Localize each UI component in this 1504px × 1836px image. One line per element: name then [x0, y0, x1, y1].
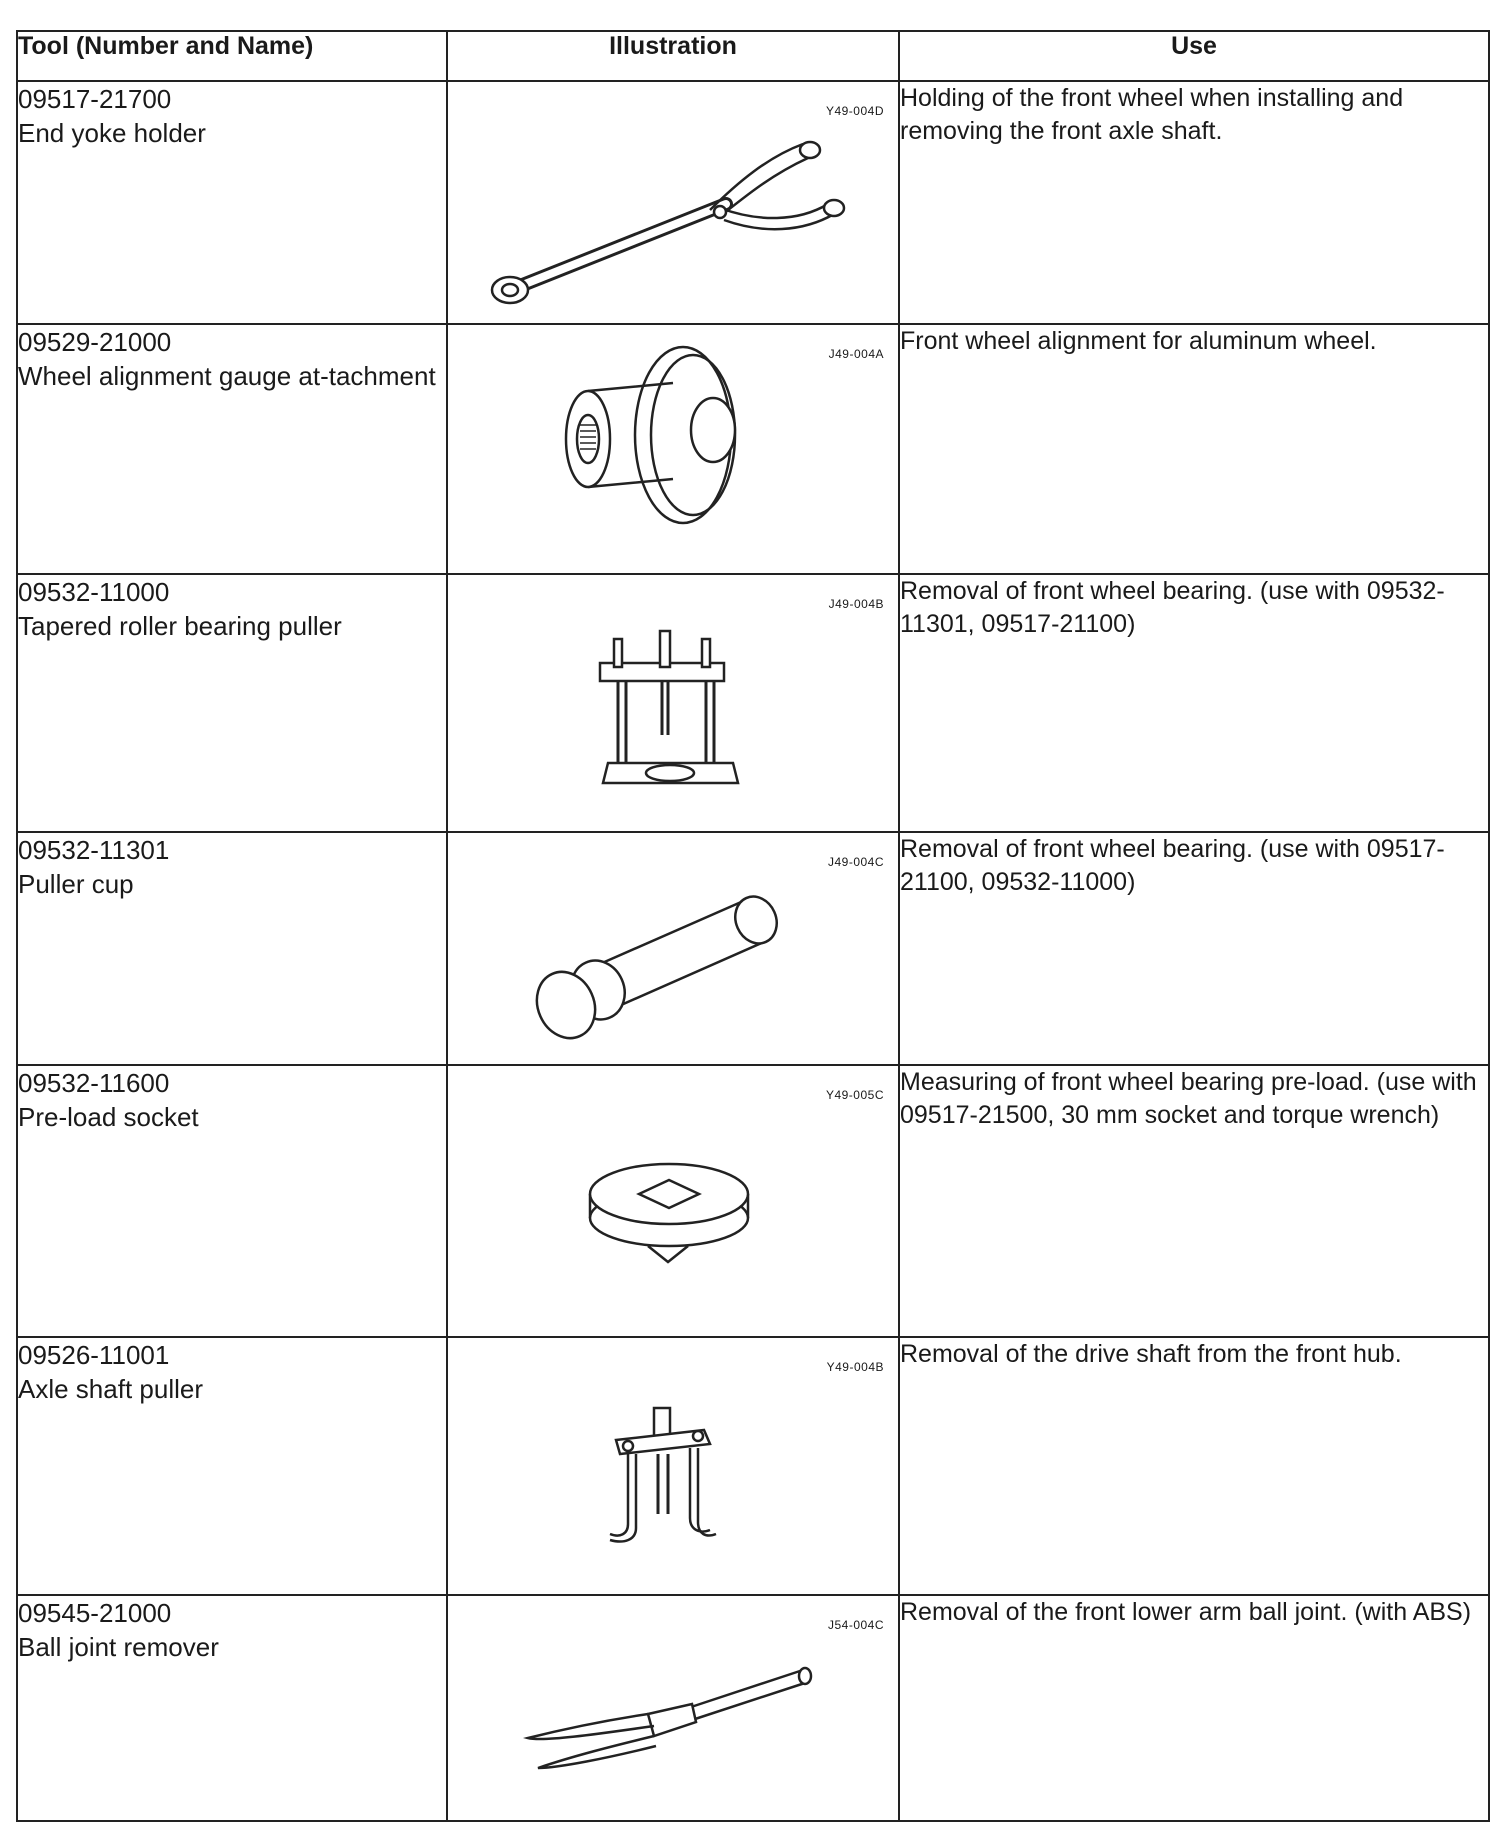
tool-cell	[17, 1595, 447, 1821]
special-tools-table	[16, 30, 1490, 1822]
tool-number: 09517-21700	[18, 84, 172, 114]
table-row	[17, 1595, 1489, 1821]
bearing-puller-icon	[448, 575, 900, 833]
tool-number: 09532-11301	[18, 835, 170, 865]
tool-number: 09526-11001	[18, 1340, 170, 1370]
tool-cell	[17, 81, 447, 324]
use-cell: Removal of front wheel bearing. (use with 09517-21100, 09532-11000)	[899, 832, 1489, 1065]
table-header-row	[17, 31, 1489, 81]
illustration-cell	[447, 832, 899, 1065]
use-cell: Removal of the drive shaft from the front hub.	[899, 1337, 1489, 1595]
figure-code: J49-004C	[827, 855, 884, 869]
alignment-gauge-attachment-icon	[448, 325, 900, 575]
illustration-cell	[447, 574, 899, 832]
ball-joint-remover-icon	[448, 1596, 900, 1822]
end-yoke-holder-icon	[448, 82, 900, 325]
tool-number: 09545-21000	[18, 1598, 172, 1628]
figure-code: Y49-005C	[825, 1088, 884, 1102]
figure-code: J54-004C	[827, 1618, 884, 1632]
figure-code: J49-004A	[828, 347, 884, 361]
use-cell: Holding of the front wheel when installing and removing the front axle shaft.	[899, 81, 1489, 324]
header-illustration: Illustration	[447, 31, 899, 81]
use-cell: Removal of front wheel bearing. (use with 09532-11301, 09517-21100)	[899, 574, 1489, 832]
figure-code: Y49-004B	[826, 1360, 884, 1374]
table-row	[17, 1065, 1489, 1337]
use-cell: Front wheel alignment for aluminum wheel.	[899, 324, 1489, 574]
special-tools-sheet	[16, 30, 1488, 1820]
table-row	[17, 81, 1489, 324]
figure-code: J49-004B	[828, 597, 884, 611]
puller-cup-icon	[448, 833, 900, 1066]
tool-name: Tapered roller bearing puller	[18, 611, 342, 641]
figure-code: Y49-004D	[825, 104, 884, 118]
table-row	[17, 1337, 1489, 1595]
illustration-cell	[447, 81, 899, 324]
tool-name: Axle shaft puller	[18, 1374, 203, 1404]
header-tool: Tool (Number and Name)	[17, 31, 447, 81]
tool-number: 09532-11600	[18, 1068, 170, 1098]
tool-cell	[17, 1337, 447, 1595]
tool-cell	[17, 574, 447, 832]
use-cell: Measuring of front wheel bearing pre-load. (use with 09517-21500, 30 mm socket and torque wrench)	[899, 1065, 1489, 1337]
tool-name: Puller cup	[18, 869, 134, 899]
illustration-cell	[447, 1595, 899, 1821]
illustration-cell	[447, 1337, 899, 1595]
use-cell: Removal of the front lower arm ball joint. (with ABS)	[899, 1595, 1489, 1821]
illustration-cell	[447, 1065, 899, 1337]
preload-socket-icon	[448, 1066, 900, 1338]
illustration-cell	[447, 324, 899, 574]
table-row	[17, 574, 1489, 832]
tool-name: End yoke holder	[18, 118, 206, 148]
tool-cell	[17, 1065, 447, 1337]
tool-name: Pre-load socket	[18, 1102, 199, 1132]
tool-name: Ball joint remover	[18, 1632, 219, 1662]
tool-number: 09532-11000	[18, 577, 170, 607]
tool-name: Wheel alignment gauge at-tachment	[18, 361, 436, 391]
axle-shaft-puller-icon	[448, 1338, 900, 1596]
header-use: Use	[899, 31, 1489, 81]
table-row	[17, 324, 1489, 574]
tool-cell	[17, 324, 447, 574]
tool-cell	[17, 832, 447, 1065]
table-row	[17, 832, 1489, 1065]
tool-number: 09529-21000	[18, 327, 172, 357]
